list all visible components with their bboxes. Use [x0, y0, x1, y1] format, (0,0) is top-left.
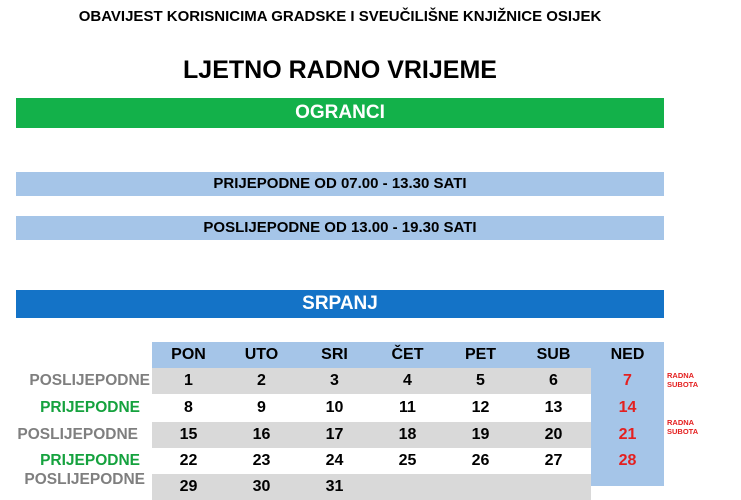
- date-cell: 5: [476, 372, 485, 389]
- month-heading: SRPANJ: [302, 293, 378, 314]
- date-cell: 2: [257, 372, 266, 389]
- date-cell: 12: [471, 399, 490, 416]
- date-cell: 29: [179, 478, 198, 495]
- date-cell: 31: [325, 478, 344, 495]
- weekday-wed: SRI: [321, 346, 348, 363]
- weekday-sat: SUB: [536, 346, 571, 363]
- sunday-date-cell: 28: [618, 452, 637, 469]
- weekday-tue: UTO: [244, 346, 279, 363]
- weekday-header-row: [152, 342, 664, 368]
- sunday-date-cell: 21: [618, 426, 637, 443]
- date-cell: 4: [403, 372, 412, 389]
- notice-heading: OBAVIJEST KORISNICIMA GRADSKE I SVEUČILIŠNE KNJIŽNICE OSIJEK: [78, 8, 602, 25]
- date-cell: 1: [184, 372, 193, 389]
- week-row: [152, 474, 664, 500]
- weekday-thu: ČET: [391, 346, 424, 363]
- branches-heading-bar: [16, 98, 664, 128]
- sunday-date-cell: 14: [618, 399, 637, 416]
- date-cell: 10: [325, 399, 344, 416]
- week-row: [152, 368, 664, 394]
- date-cell: 16: [252, 426, 271, 443]
- weekday-mon: PON: [171, 346, 206, 363]
- date-cell: 13: [544, 399, 563, 416]
- afternoon-hours-text: POSLIJEPODNE OD 13.00 - 19.30 SATI: [203, 219, 477, 236]
- date-cell: 30: [252, 478, 271, 495]
- date-cell: 22: [179, 452, 198, 469]
- date-cell: 24: [325, 452, 344, 469]
- week-5-shift: POSLIJEPODNE: [24, 471, 145, 488]
- week-1-shift: POSLIJEPODNE: [29, 372, 150, 389]
- week-row: [152, 395, 664, 421]
- date-cell: 23: [252, 452, 271, 469]
- morning-hours-text: PRIJEPODNE OD 07.00 - 13.30 SATI: [213, 175, 467, 192]
- month-heading-bar: [16, 290, 664, 318]
- week-2-shift: PRIJEPODNE: [40, 399, 140, 416]
- weekday-fri: PET: [464, 346, 497, 363]
- date-cell: 26: [471, 452, 490, 469]
- date-cell: 18: [398, 426, 417, 443]
- working-saturday-note: RADNA SUBOTA: [667, 371, 699, 389]
- date-cell: 6: [549, 372, 558, 389]
- week-row: [152, 448, 664, 474]
- date-cell: 27: [544, 452, 563, 469]
- date-cell: 11: [399, 399, 416, 416]
- date-cell: 3: [330, 372, 339, 389]
- week-row: [152, 422, 664, 448]
- date-cell: 25: [398, 452, 417, 469]
- sunday-date-cell: 7: [623, 372, 632, 389]
- working-saturday-note: RADNA SUBOTA: [667, 418, 699, 436]
- branches-heading: OGRANCI: [295, 102, 385, 123]
- week-3-shift: POSLIJEPODNE: [17, 426, 138, 443]
- page-title: LJETNO RADNO VRIJEME: [183, 56, 497, 84]
- date-cell: 15: [179, 426, 198, 443]
- afternoon-hours-bar: [16, 216, 664, 240]
- date-cell: 9: [257, 399, 266, 416]
- weekday-sun: NED: [610, 346, 645, 363]
- date-cell: 17: [325, 426, 344, 443]
- date-cell: 20: [544, 426, 563, 443]
- date-cell: 19: [471, 426, 490, 443]
- morning-hours-bar: [16, 172, 664, 196]
- week-4-shift: PRIJEPODNE: [40, 452, 140, 469]
- date-cell: 8: [184, 399, 193, 416]
